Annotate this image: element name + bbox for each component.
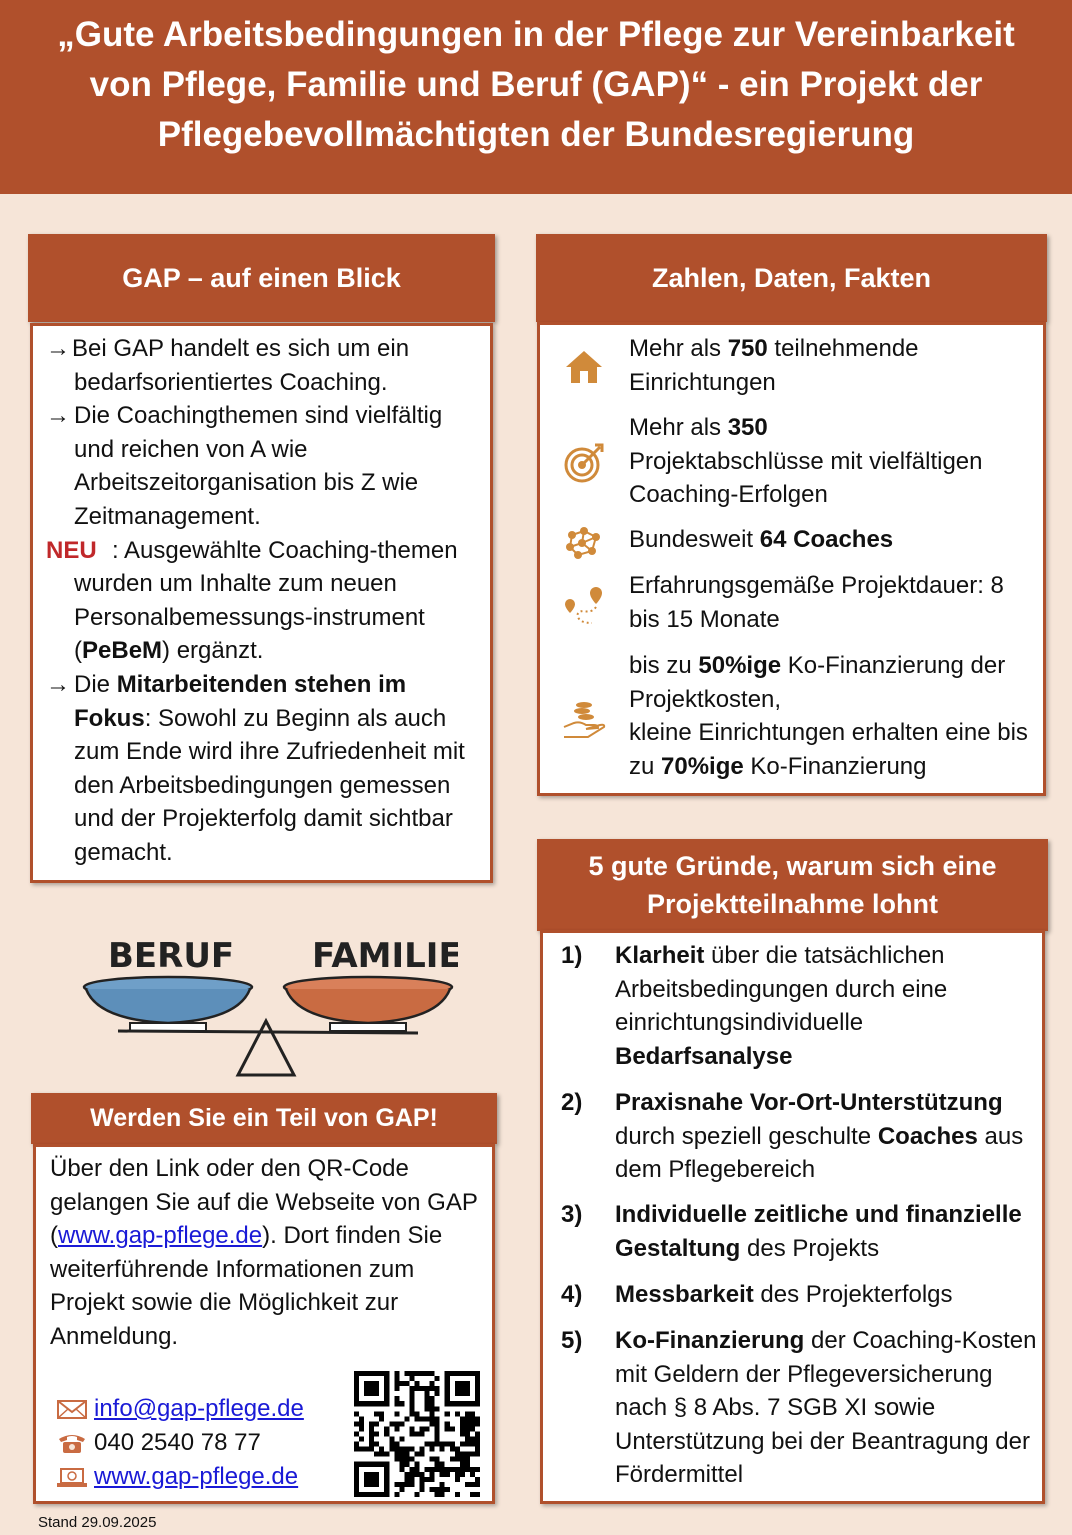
glance-item-3-text-b: ) ergänzt.: [162, 637, 264, 665]
facts-title: [536, 234, 1047, 322]
phone-icon: [56, 1431, 88, 1455]
reasons-title-line-1: 5 gute Gründe, warum sich eine: [588, 851, 997, 881]
reasons-title: [537, 839, 1048, 931]
balance-beam: [118, 1031, 418, 1033]
balance-left-label: BERUF: [108, 936, 235, 976]
balance-illustration: [78, 925, 458, 1085]
page-header: [0, 0, 1072, 194]
join-text-b: ). Dort finden Sie weiterführende Informationen zum Projekt sowie die Möglichkeit zur Anmeldung.: [50, 1222, 443, 1350]
website-link-inline[interactable]: www.gap-pflege.de: [58, 1222, 263, 1250]
qr-code-image: [354, 1371, 480, 1497]
balance-right-label: FAMILIE: [312, 936, 458, 976]
glance-item-1-text: Bei GAP handelt es sich um ein bedarfsorientiertes Coaching.: [72, 335, 410, 396]
join-title: [31, 1093, 497, 1144]
glance-item-2-text: Die Coachingthemen sind vielfältig und reichen von A wie Arbeitszeitorganisation bis Z wie Zeitmanagement.: [74, 402, 443, 530]
join-box: [33, 1144, 495, 1504]
join-text-a: Über den Link oder den QR-Code gelangen Sie auf die Webseite von GAP (: [50, 1155, 478, 1250]
left-bowl: [86, 989, 250, 1023]
reason-1-number: 1): [561, 942, 583, 969]
email-row: [56, 1392, 304, 1425]
glance-item-4: [33, 668, 476, 870]
coins-hand-icon: [562, 697, 606, 741]
glance-item-4-bold: Mitarbeitenden stehen im Fokus: [74, 670, 407, 732]
glance-title: [28, 234, 495, 322]
arrow-icon: →: [46, 402, 70, 430]
network-icon: [562, 521, 606, 565]
fact-1: Mehr als 750 teilnehmende Einrichtungen: [629, 335, 919, 396]
fact-3: Bundesweit 64 Coaches: [629, 526, 894, 553]
email-link[interactable]: info@gap-pflege.de: [94, 1395, 304, 1422]
right-bowl-base: [330, 1023, 406, 1031]
phone-number: 040 2540 78 77: [94, 1429, 261, 1456]
join-title-text: Werden Sie ein Teil von GAP!: [90, 1104, 438, 1132]
reasons-box: 1) Klarheit über die tatsächlichen Arbeitsbedingungen durch eine einrichtungsindividuelle Bedarfsanalyse 2) Praxisnahe Vor-Ort-Unterstützung durch speziell geschulte Coaches aus dem Pflegebereich 3) Individuelle zeitliche und finanzielle Gestaltung des Projekts 4) Messbarkeit des Projekterfolgs 5) Ko-Finanzierung der Coaching-Kosten mit Geldern der Pflegeversicherung nach § 8 Abs. 7 SGB XI sowie Unterstützung bei der Beantragung der Fördermittel: [540, 930, 1045, 1504]
reason-2-number: 2): [561, 1089, 583, 1116]
reason-3-number: 3): [561, 1201, 583, 1228]
balance-fulcrum: [238, 1021, 294, 1075]
route-icon: [562, 583, 606, 627]
glance-box: [30, 323, 493, 883]
fact-2: Mehr als 350 Projektabschlüsse mit vielfältigen Coaching-Erfolgen: [629, 414, 983, 509]
web-row: [56, 1460, 298, 1493]
new-badge: NEU: [46, 536, 97, 564]
header-line-1: „Gute Arbeitsbedingungen in der Pflege zur Vereinbarkeit: [57, 15, 1015, 54]
header-line-2: von Pflege, Familie und Beruf (GAP)“ - ein Projekt der: [89, 65, 983, 104]
arrow-icon: →: [46, 335, 70, 362]
glance-item-2: [33, 399, 476, 533]
fact-4: Erfahrungsgemäße Projektdauer: 8 bis 15 Monate: [629, 572, 1004, 633]
house-icon: [562, 345, 606, 389]
glance-title-text: GAP – auf einen Blick: [122, 262, 401, 293]
reason-4-number: 4): [561, 1281, 583, 1308]
glance-item-3-text-a: : Ausgewählte Coaching-themen wurden um Inhalte zum neuen Personalbemessungs-instrument (: [74, 536, 458, 665]
glance-item-4-text-b: : Sowohl zu Beginn als auch zum Ende wird ihre Zufriedenheit mit den Arbeitsbedingungen gemessen und der Projekterfolg damit sichtbar gemacht.: [74, 704, 465, 866]
target-icon: [562, 441, 606, 485]
mail-icon: [56, 1397, 88, 1421]
facts-box: [537, 322, 1046, 796]
right-bowl: [286, 989, 450, 1023]
facts-title-text: Zahlen, Daten, Fakten: [651, 262, 932, 293]
glance-item-3-bold: PeBeM: [82, 637, 163, 665]
date-stamp: Stand 29.09.2025: [38, 1514, 157, 1531]
website-link[interactable]: www.gap-pflege.de: [94, 1463, 299, 1490]
glance-item-4-text-a: Die: [74, 670, 117, 698]
laptop-icon: [56, 1465, 88, 1489]
phone-row: [56, 1426, 261, 1459]
glance-item-1: [33, 332, 476, 399]
qr-code[interactable]: [354, 1371, 480, 1497]
reasons-title-line-2: Projektteilnahme lohnt: [646, 889, 939, 919]
header-line-3: Pflegebevollmächtigten der Bundesregierung: [157, 115, 915, 154]
join-text: [50, 1152, 480, 1354]
fact-5: bis zu 50%ige Ko-Finanzierung der Projektkosten, kleine Einrichtungen erhalten eine bis zu 70%ige Ko-Finanzierung: [629, 652, 1028, 780]
arrow-icon: →: [46, 670, 70, 698]
glance-item-3: [33, 534, 476, 668]
balance-scale-icon: [78, 925, 458, 1085]
reason-5-number: 5): [561, 1327, 583, 1354]
